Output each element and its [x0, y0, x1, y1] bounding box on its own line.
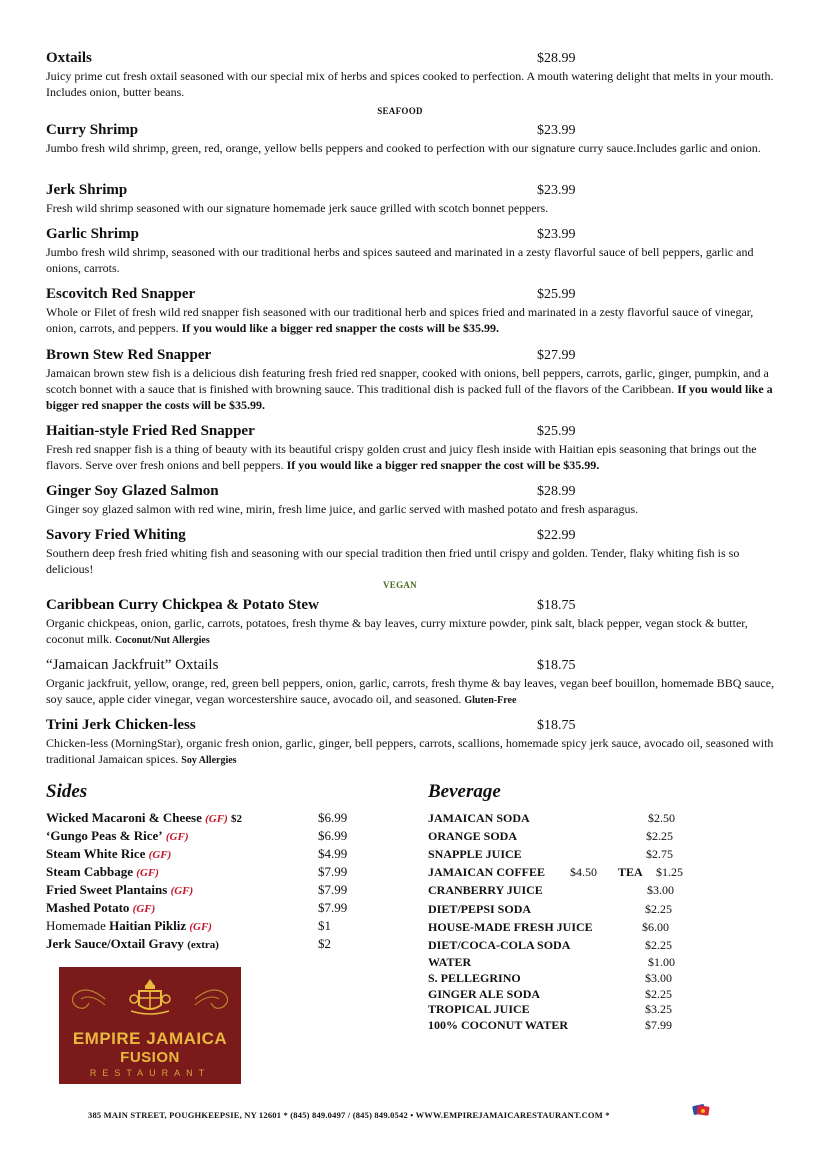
menu-item [46, 285, 781, 336]
beverage-row [428, 937, 708, 953]
beverage-name: WATER [428, 955, 472, 969]
item-name: Haitian-style Fried Red Snapper [46, 423, 255, 439]
gf-tag: (GF) [136, 867, 159, 879]
beverage-price: $6.00 [642, 920, 669, 934]
beverage-row [428, 970, 708, 986]
item-note: If you would like a bigger red snapper the costs will be $35.99. [181, 321, 500, 335]
beverage-price: $2.75 [646, 847, 673, 861]
beverage-name: CRANBERRY JUICE [428, 883, 543, 897]
gf-tag: (GF) [170, 885, 194, 897]
beverage-name: DIET/PEPSI SODA [428, 902, 532, 916]
beverage-name: DIET/COCA-COLA SODA [428, 938, 571, 952]
item-description: Fresh wild shrimp seasoned with our signature homemade jerk sauce grilled with scotch bonnet peppers. [46, 201, 549, 215]
sides-title: Sides [46, 781, 88, 802]
menu-item [46, 482, 781, 517]
item-note: If you would like a bigger red snapper the cost will be $35.99. [286, 458, 600, 472]
side-price: $7.99 [318, 864, 348, 879]
logo-line-2: FUSION [120, 1049, 180, 1066]
side-row [46, 917, 366, 935]
item-description: Organic chickpeas, onion, garlic, carrots, potatoes, fresh thyme & bay leaves, curry mixture powder, pink salt, black pepper, vegan stock & butter, coconut milk. [46, 616, 748, 646]
side-row [46, 881, 366, 899]
side-extra: $2 [230, 813, 242, 825]
beverage-name: ORANGE SODA [428, 829, 518, 843]
menu-item [46, 422, 781, 473]
item-name: Savory Fried Whiting [46, 527, 186, 543]
side-extra: (extra) [187, 939, 219, 951]
item-price: $28.99 [537, 51, 576, 66]
gf-tag: (GF) [205, 813, 228, 825]
item-description: Fresh red snapper fish is a thing of beauty with its beautiful crispy golden crust and juicy flesh inside with Haitian epis seasoning that brings out the flavors. Serve over fresh onions and bell peppers. [46, 442, 757, 472]
beverage-name: GINGER ALE SODA [428, 987, 541, 1001]
restaurant-logo [59, 967, 241, 1084]
item-allergy-tag: Soy Allergies [181, 755, 237, 766]
beverage-price: $2.50 [648, 811, 675, 825]
side-row [46, 827, 366, 845]
side-name: Haitian Pikliz [109, 918, 187, 933]
side-price: $6.99 [318, 810, 348, 825]
logo-line-3: RESTAURANT [89, 1068, 211, 1078]
side-name: Wicked Macaroni & Cheese [46, 810, 202, 825]
item-price: $23.99 [537, 183, 576, 198]
item-name: Curry Shrimp [46, 122, 139, 138]
item-description: Jumbo fresh wild shrimp, seasoned with our traditional herbs and spices sauteed and marinated in a zesty flavorful sauce of bell peppers, garlic and onions, carrots. [46, 245, 754, 275]
menu-item [46, 121, 781, 156]
logo-line-1: EMPIRE JAMAICA [72, 1029, 228, 1048]
section-vegan: VEGAN [382, 580, 417, 590]
beverage-row [428, 846, 708, 862]
item-name: Caribbean Curry Chickpea & Potato Stew [46, 597, 319, 613]
beverage-price: $3.25 [645, 1002, 672, 1016]
section-seafood: SEAFOOD [377, 106, 423, 116]
beverage-price: $7.99 [645, 1018, 672, 1032]
credit-card-icon [692, 1103, 710, 1117]
beverage-row [428, 864, 708, 880]
item-description: Chicken-less (MorningStar), organic fresh onion, garlic, ginger, bell peppers, carrots, scallions, homemade spicy jerk sauce, avocado oil, seasoned with traditional Jamaican spices. [46, 736, 774, 766]
item-price: $22.99 [537, 528, 576, 543]
side-price: $7.99 [318, 882, 348, 897]
footer-address: 385 MAIN STREET, POUGHKEEPSIE, NY 12601 * (845) 849.0497 / (845) 849.0542 • WWW.EMPIREJAMAICARESTAURANT.COM * [88, 1110, 610, 1120]
beverage-name: 100% COCONUT WATER [428, 1018, 569, 1032]
menu-item [46, 346, 781, 413]
beverage-price: $1.00 [648, 955, 675, 969]
side-name: Mashed Potato [46, 900, 130, 915]
menu-item [46, 181, 781, 216]
beverage-title: Beverage [428, 781, 501, 802]
item-price: $18.75 [537, 718, 576, 733]
item-name: “Jamaican Jackfruit” Oxtails [46, 657, 219, 673]
side-prefix: Homemade [46, 918, 110, 933]
item-name: Escovitch Red Snapper [46, 286, 196, 302]
beverage-row [428, 954, 708, 970]
item-description: Jumbo fresh wild shrimp, green, red, orange, yellow bells peppers and cooked to perfection with our signature curry sauce.Includes garlic and onion. [46, 141, 761, 155]
menu-item [46, 596, 781, 649]
item-name: Brown Stew Red Snapper [46, 347, 212, 363]
item-name: Ginger Soy Glazed Salmon [46, 483, 219, 499]
side-row [46, 863, 366, 881]
gf-tag: (GF) [148, 849, 172, 861]
crest-icon [125, 975, 175, 1017]
item-description: Juicy prime cut fresh oxtail seasoned with our special mix of herbs and spices cooked to perfection. A mouth watering delight that melts in your mouth. Includes onion, butter beans. [46, 69, 774, 99]
item-price: $25.99 [537, 287, 576, 302]
side-name: Steam Cabbage [46, 864, 134, 879]
side-row [46, 899, 366, 917]
beverage-name: HOUSE-MADE FRESH JUICE [428, 920, 593, 934]
side-price: $2 [318, 936, 331, 951]
beverage-row [428, 1017, 708, 1033]
item-description: Organic jackfruit, yellow, orange, red, green bell peppers, onion, garlic, carrots, fresh thyme & bay leaves, vegan beef bouillon, homemade BBQ sauce, soy sauce, apple cider vinegar, vegan worcestershire sauce, avocado oil, and seasoned. [46, 676, 775, 706]
menu-item [46, 656, 781, 709]
side-price: $7.99 [318, 900, 348, 915]
beverage-name: TROPICAL JUICE [428, 1002, 530, 1016]
side-row [46, 809, 366, 827]
item-price: $27.99 [537, 348, 576, 363]
item-price: $18.75 [537, 658, 576, 673]
side-price: $6.99 [318, 828, 348, 843]
beverage-row [428, 810, 708, 826]
side-row [46, 845, 366, 863]
item-description: Southern deep fresh fried whiting fish and seasoning with our special tradition then fried until crispy and golden. Tender, flaky whiting fish is so delicious! [46, 546, 740, 576]
beverage-row [428, 919, 708, 935]
beverage-name: JAMAICAN SODA [428, 811, 530, 825]
beverage-price: $2.25 [645, 902, 672, 916]
menu-item [46, 49, 781, 100]
beverage-price: $4.50 [570, 865, 597, 879]
side-name: Steam White Rice [46, 846, 146, 861]
ornament-left-icon [67, 979, 107, 1019]
beverage-name: JAMAICAN COFFEE [428, 865, 545, 879]
beverage-row [428, 828, 708, 844]
beverage-row [428, 882, 708, 898]
item-allergy-tag: Gluten-Free [464, 695, 517, 706]
item-name: Oxtails [46, 50, 92, 66]
menu-item [46, 526, 781, 577]
side-price: $1 [318, 918, 331, 933]
beverage-row [428, 901, 708, 917]
beverage-price-2: $1.25 [656, 865, 683, 879]
item-name: Trini Jerk Chicken-less [46, 717, 196, 733]
menu-item [46, 225, 781, 276]
menu-item [46, 716, 781, 769]
beverage-price: $2.25 [646, 829, 673, 843]
beverage-name: S. PELLEGRINO [428, 971, 521, 985]
item-description: Jamaican brown stew fish is a delicious dish featuring fresh fried red snapper, cooked with onions, bell peppers, carrots, garlic, ginger, pumpkin, and a scotch bonnet with a sauce that is finished with browning sauce. This traditional dish is packed full of the flavors of the Caribbean. [46, 366, 769, 396]
item-price: $23.99 [537, 227, 576, 242]
item-note: If you would like a bigger red snapper the costs will be $35.99. [46, 382, 773, 412]
beverage-price: $3.00 [645, 971, 672, 985]
item-name: Jerk Shrimp [46, 182, 128, 198]
item-allergy-tag: Coconut/Nut Allergies [115, 635, 210, 646]
side-name: Fried Sweet Plantains [46, 882, 168, 897]
gf-tag: (GF) [165, 831, 189, 843]
side-row [46, 935, 366, 953]
gf-tag: (GF) [132, 903, 156, 915]
item-description: Whole or Filet of fresh wild red snapper fish seasoned with our traditional herb and spices fried and marinated in a zesty flavorful sauce of vinegar, onion, carrots, and peppers. [46, 305, 754, 335]
item-name: Garlic Shrimp [46, 226, 139, 242]
beverage-name-2: TEA [618, 865, 643, 879]
beverage-price: $2.25 [645, 987, 672, 1001]
beverage-row [428, 986, 708, 1002]
item-price: $25.99 [537, 424, 576, 439]
item-price: $28.99 [537, 484, 576, 499]
side-name: ‘Gungo Peas & Rice’ [46, 828, 163, 843]
beverage-price: $2.25 [645, 938, 672, 952]
beverage-price: $3.00 [647, 883, 674, 897]
beverage-name: SNAPPLE JUICE [428, 847, 522, 861]
item-description: Ginger soy glazed salmon with red wine, mirin, fresh lime juice, and garlic served with mashed potato and fresh asparagus. [46, 502, 639, 516]
item-price: $23.99 [537, 123, 576, 138]
side-price: $4.99 [318, 846, 348, 861]
item-price: $18.75 [537, 598, 576, 613]
beverage-row [428, 1001, 708, 1017]
side-name: Jerk Sauce/Oxtail Gravy [46, 936, 184, 951]
ornament-right-icon [193, 979, 233, 1019]
gf-tag: (GF) [189, 921, 212, 933]
